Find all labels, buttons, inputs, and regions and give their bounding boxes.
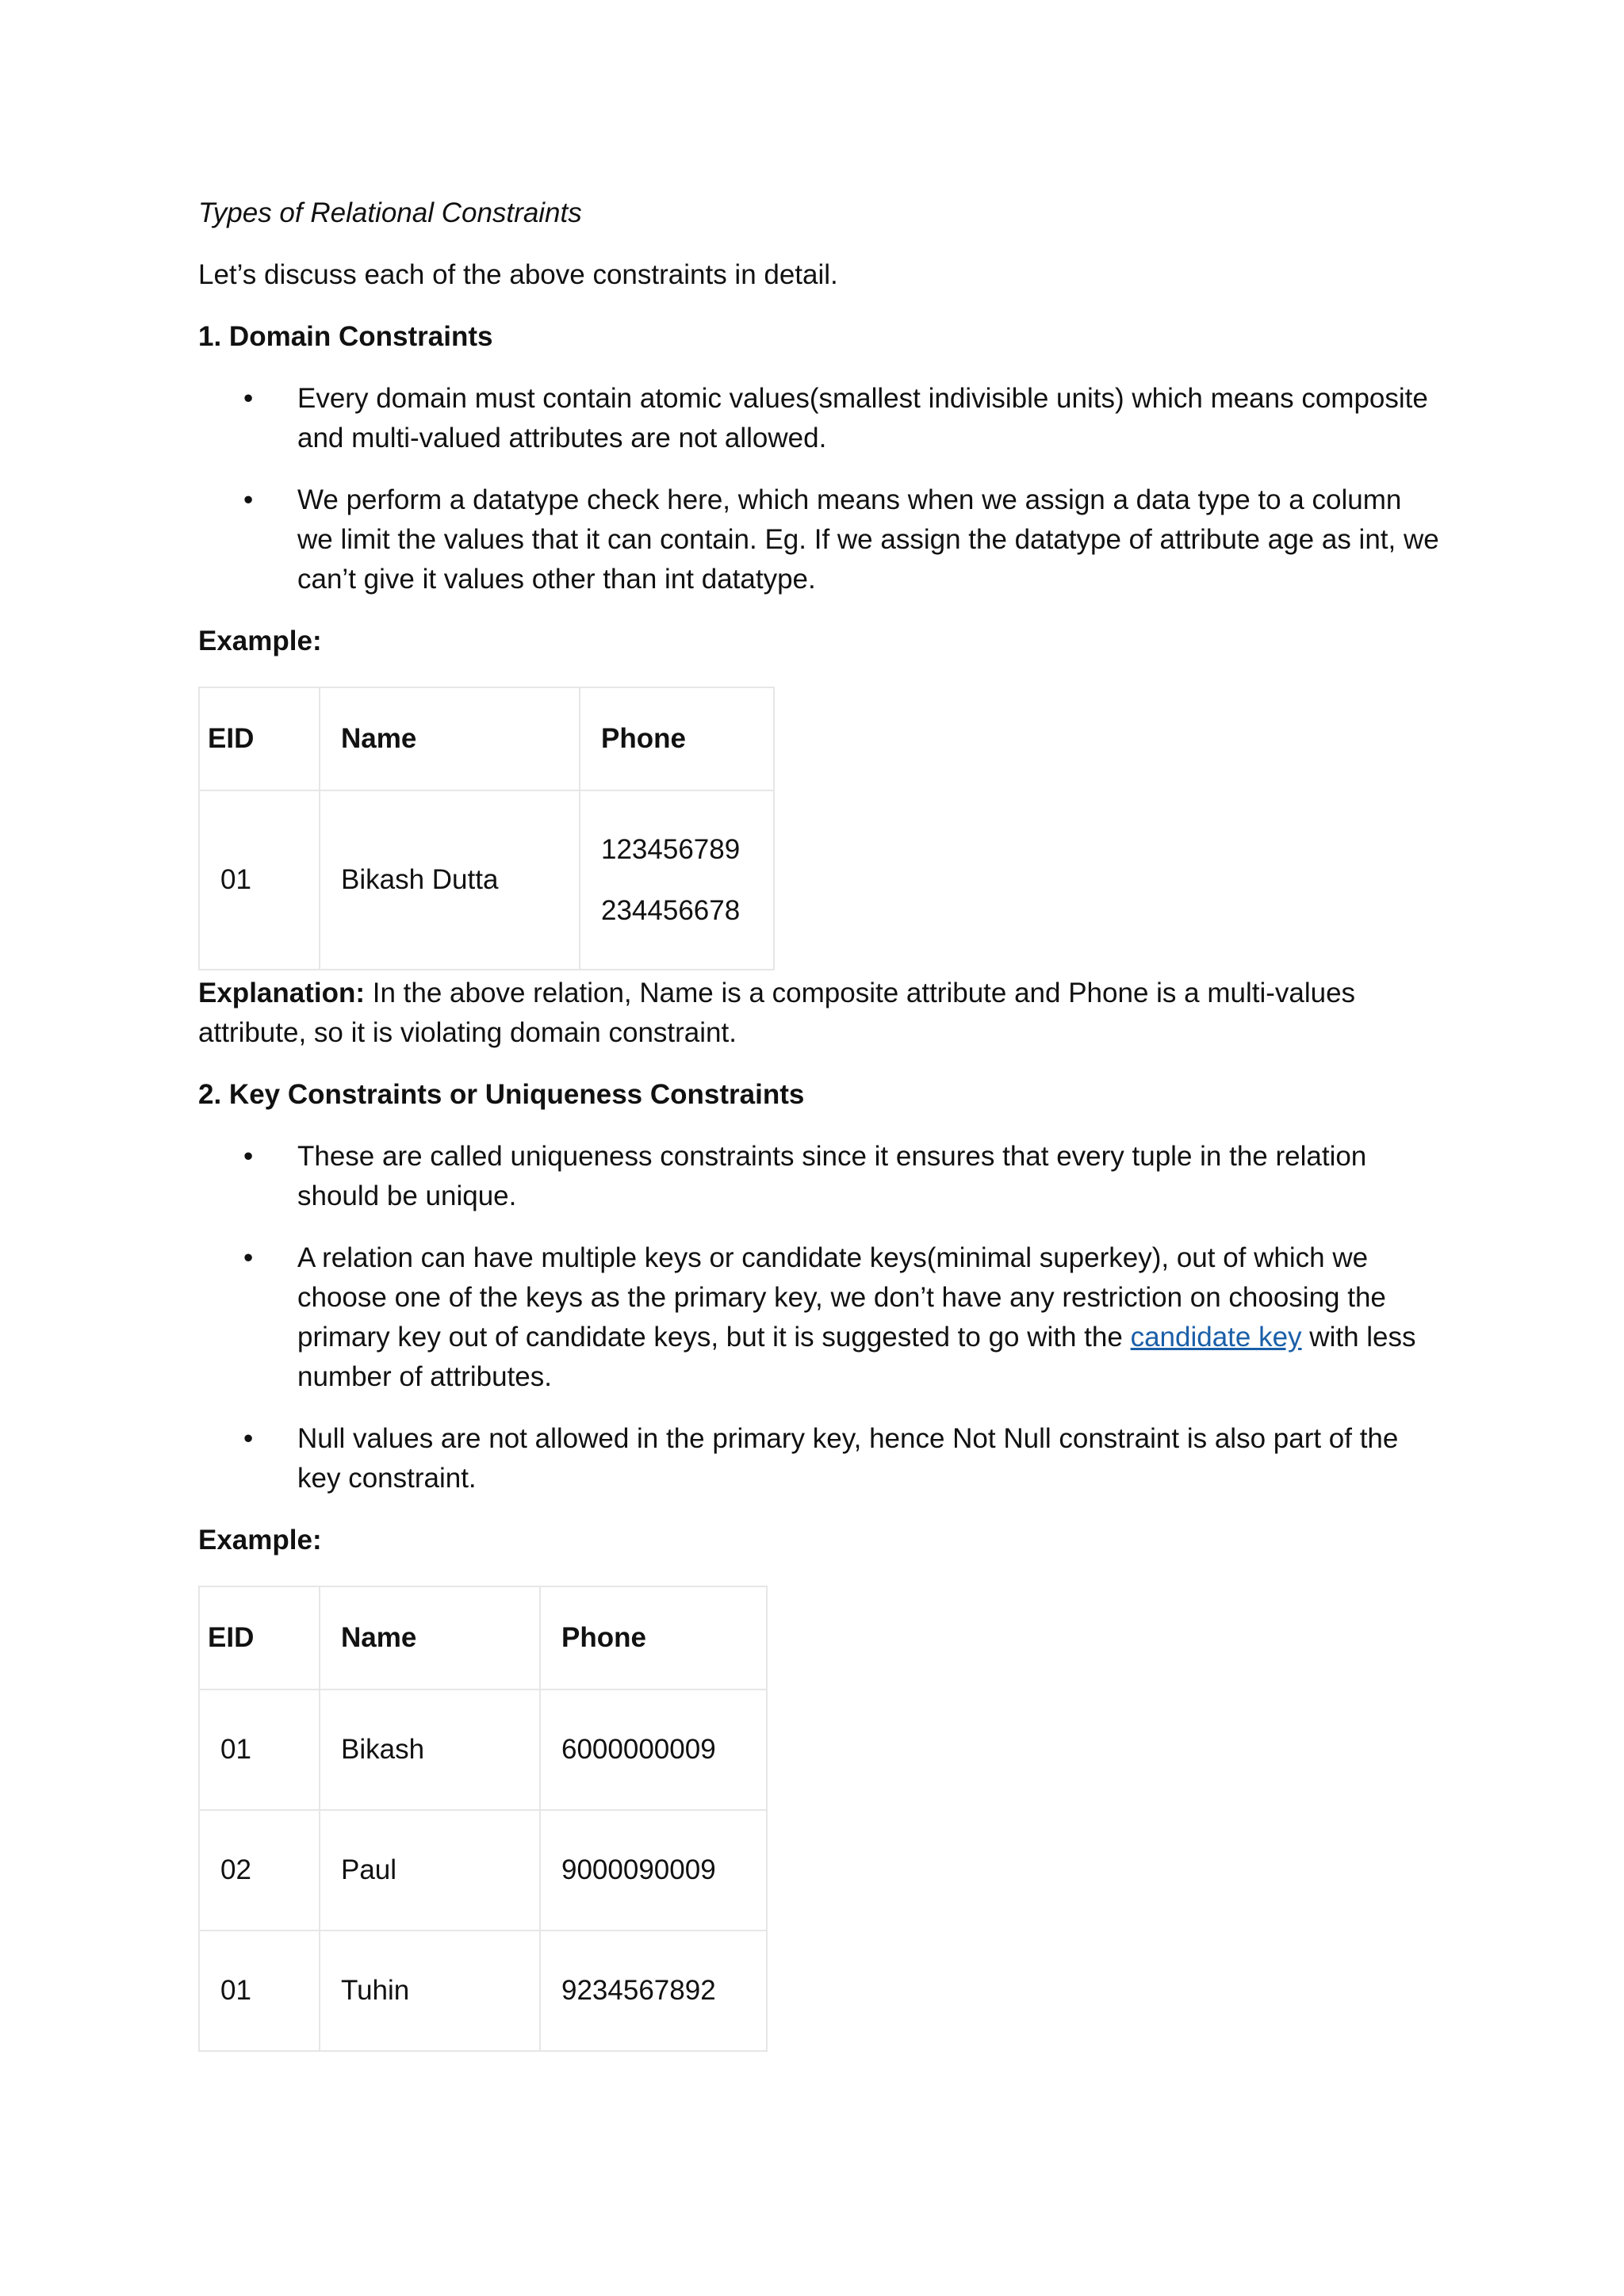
cell-phone <box>580 790 774 970</box>
bullet-icon: • <box>243 1242 254 1273</box>
bullet-icon: • <box>243 484 254 515</box>
intro-paragraph: Let’s discuss each of the above constraints in detail. <box>198 259 838 290</box>
key-constraints-list <box>198 1137 1443 1498</box>
explanation-text: In the above relation, Name is a composite attribute and Phone is a multi-values attribute, so it is violating domain constraint. <box>198 978 1356 1048</box>
list-item <box>198 1137 1443 1216</box>
column-header-eid: EID <box>199 1586 320 1689</box>
cell-name: Bikash Dutta <box>320 790 580 970</box>
list-item <box>198 480 1443 599</box>
document-body <box>198 193 1443 2052</box>
table-row <box>199 1689 767 1810</box>
cell-eid: 01 <box>199 790 320 970</box>
list-item-text: We perform a datatype check here, which means when we assign a data type to a column we limit the values that it can contain. Eg. If we assign the datatype of attribute age as int, we can’t give it values other than int datatype. <box>297 484 1439 595</box>
explanation-label: Explanation: <box>198 978 366 1008</box>
list-item-text: Every domain must contain atomic values(smallest indivisible units) which means composite and multi-valued attributes are not allowed. <box>297 383 1428 453</box>
domain-constraints-list <box>198 379 1443 599</box>
column-header-name: Name <box>320 1586 540 1689</box>
explanation-paragraph <box>198 974 1443 1053</box>
column-header-phone: Phone <box>540 1586 767 1689</box>
table-row <box>199 1931 767 2051</box>
list-item-text <box>297 1242 1416 1392</box>
list-item-text-part: with less number of attributes. <box>297 1322 1416 1392</box>
column-header-eid: EID <box>199 687 320 790</box>
table-header-row <box>199 687 774 790</box>
cell-eid: 01 <box>199 1931 320 2051</box>
document-heading: Types of Relational Constraints <box>198 197 582 228</box>
cell-phone: 6000000009 <box>540 1689 767 1810</box>
cell-name: Bikash <box>320 1689 540 1810</box>
list-item <box>198 379 1443 458</box>
column-header-phone: Phone <box>580 687 774 790</box>
table-header-row <box>199 1586 767 1689</box>
domain-example-table <box>198 687 775 970</box>
bullet-icon: • <box>243 1141 254 1172</box>
list-item-text: Null values are not allowed in the primary key, hence Not Null constraint is also part of the key constraint. <box>297 1423 1399 1494</box>
list-item <box>198 1419 1443 1498</box>
candidate-key-link[interactable]: candidate key <box>1130 1322 1302 1353</box>
bullet-icon: • <box>243 383 254 414</box>
bullet-icon: • <box>243 1423 254 1454</box>
key-example-table <box>198 1586 768 2052</box>
section-title-domain-constraints: 1. Domain Constraints <box>198 321 493 352</box>
cell-eid: 02 <box>199 1810 320 1931</box>
column-header-name: Name <box>320 687 580 790</box>
list-item <box>198 1238 1443 1397</box>
cell-eid: 01 <box>199 1689 320 1810</box>
phone-value: 123456789 <box>601 833 741 865</box>
phone-value: 234456678 <box>601 894 741 926</box>
list-item-text-part: A relation can have multiple keys or candidate keys(minimal superkey), out of which we choose one of the keys as the primary key, we don’t have any restriction on choosing the primary key out of candidate keys, but it is suggested to go with the <box>297 1242 1386 1353</box>
table-row <box>199 790 774 970</box>
cell-name: Paul <box>320 1810 540 1931</box>
example-label: Example: <box>198 1525 322 1556</box>
section-title-key-constraints: 2. Key Constraints or Uniqueness Constraints <box>198 1079 805 1110</box>
cell-phone: 9000090009 <box>540 1810 767 1931</box>
cell-phone: 9234567892 <box>540 1931 767 2051</box>
list-item-text: These are called uniqueness constraints since it ensures that every tuple in the relation should be unique. <box>297 1141 1367 1211</box>
cell-name: Tuhin <box>320 1931 540 2051</box>
table-row <box>199 1810 767 1931</box>
example-label: Example: <box>198 626 322 656</box>
